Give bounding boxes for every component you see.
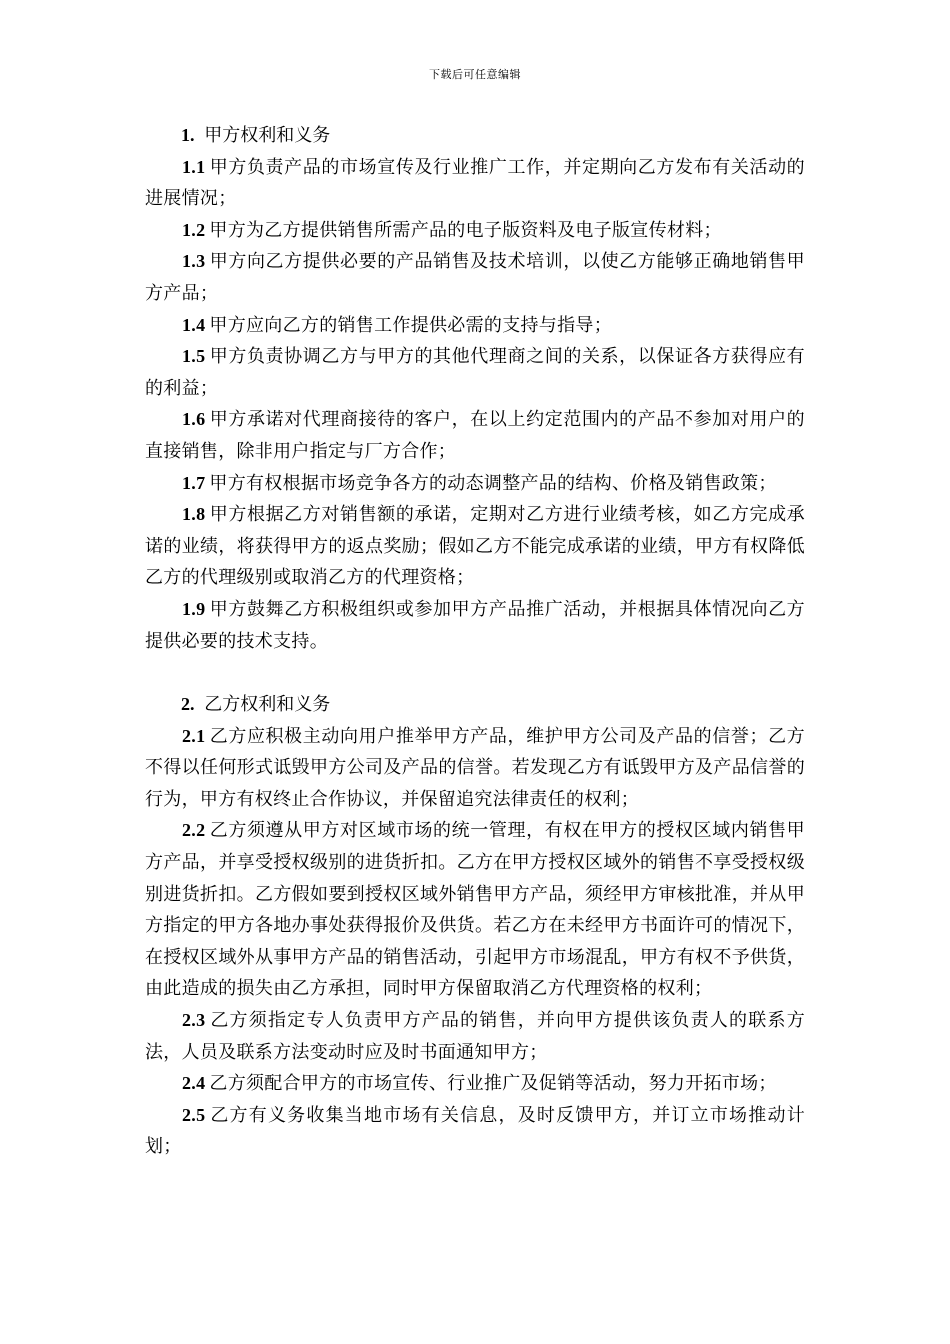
clause — [145, 341, 805, 404]
clause — [145, 215, 805, 247]
clause-text: 甲方承诺对代理商接待的客户，在以上约定范围内的产品不参加对用户的直接销售，除非用户指定与厂方合作； — [145, 409, 805, 462]
clause — [145, 1068, 805, 1100]
clause-number: 1.2 — [182, 219, 206, 240]
clause-text: 甲方有权根据市场竞争各方的动态调整产品的结构、价格及销售政策； — [209, 472, 777, 494]
clause-text: 乙方须指定专人负责甲方产品的销售，并向甲方提供该负责人的联系方法，人员及联系方法变动时应及时书面通知甲方； — [145, 1010, 805, 1063]
clause — [145, 721, 805, 816]
clause — [145, 310, 805, 342]
clause-number: 2.1 — [182, 725, 206, 746]
document-body — [145, 120, 805, 1163]
clause-text: 甲方鼓舞乙方积极组织或参加甲方产品推广活动，并根据具体情况向乙方提供必要的技术支持。 — [145, 598, 805, 652]
clause — [145, 499, 805, 594]
clause-text: 甲方为乙方提供销售所需产品的电子版资料及电子版宣传材料； — [209, 219, 722, 241]
clause-number: 1.7 — [182, 472, 206, 493]
clause-text: 甲方向乙方提供必要的产品销售及技术培训，以使乙方能够正确地销售甲方产品； — [145, 251, 805, 304]
clause-number: 1.3 — [182, 251, 206, 272]
clause — [145, 468, 805, 500]
clause-number: 1.8 — [182, 504, 206, 525]
clause — [145, 815, 805, 1005]
clause-number: 1.9 — [182, 598, 206, 619]
clause — [145, 246, 805, 309]
clause-number: 1.6 — [182, 409, 206, 430]
clause-text: 甲方负责协调乙方与甲方的其他代理商之间的关系，以保证各方获得应有的利益； — [145, 346, 805, 399]
section-number: 2. — [181, 694, 195, 715]
clause — [145, 404, 805, 467]
clause — [145, 1100, 805, 1163]
clause-number: 2.5 — [182, 1104, 206, 1125]
clause-text: 乙方应积极主动向用户推举甲方产品，维护甲方公司及产品的信誉；乙方不得以任何形式诋毁甲方公司及产品的信誉。若发现乙方有诋毁甲方及产品信誉的行为，甲方有权终止合作协议，并保留追究法律责任的权利； — [145, 725, 805, 810]
clause-text: 甲方负责产品的市场宣传及行业推广工作，并定期向乙方发布有关活动的进展情况； — [145, 156, 805, 210]
clause-text: 乙方有义务收集当地市场有关信息，及时反馈甲方，并订立市场推动计划； — [145, 1104, 805, 1158]
clause-number: 2.3 — [182, 1010, 206, 1031]
clause-number: 1.1 — [182, 156, 206, 177]
clause-number: 1.5 — [182, 346, 206, 367]
clause-number: 1.4 — [182, 314, 206, 335]
clause-text: 甲方根据乙方对销售额的承诺，定期对乙方进行业绩考核，如乙方完成承诺的业绩，将获得甲方的返点奖励；假如乙方不能完成承诺的业绩，甲方有权降低乙方的代理级别或取消乙方的代理资格； — [145, 504, 805, 589]
section-title: 甲方权利和义务 — [204, 125, 331, 146]
page-header: 下载后可任意编辑 — [429, 68, 521, 81]
section-title: 乙方权利和义务 — [204, 694, 331, 716]
clause-number: 2.4 — [182, 1073, 206, 1094]
clause — [145, 152, 805, 215]
clause-number: 2.2 — [182, 820, 206, 841]
clause-text: 乙方须配合甲方的市场宣传、行业推广及促销等活动，努力开拓市场； — [209, 1073, 777, 1095]
section-number: 1. — [181, 125, 195, 145]
clause-text: 甲方应向乙方的销售工作提供必需的支持与指导； — [209, 314, 613, 336]
section-heading — [145, 120, 805, 152]
clause-text: 乙方须遵从甲方对区域市场的统一管理，有权在甲方的授权区域内销售甲方产品，并享受授权级别的进货折扣。乙方在甲方授权区域外的销售不享受授权级别进货折扣。乙方假如要到授权区域外销售甲方产品，须经甲方审核批准，并从甲方指定的甲方各地办事处获得报价及供货。若乙方在未经甲方书面许可的情况下，在授权区域外从事甲方产品的销售活动，引起甲方市场混乱，甲方有权不予供货，由此造成的损失由乙方承担，同时甲方保留取消乙方代理资格的权利； — [145, 820, 805, 1000]
section-heading — [145, 689, 805, 721]
clause — [145, 594, 805, 657]
clause — [145, 1005, 805, 1068]
section-spacer — [145, 657, 805, 689]
